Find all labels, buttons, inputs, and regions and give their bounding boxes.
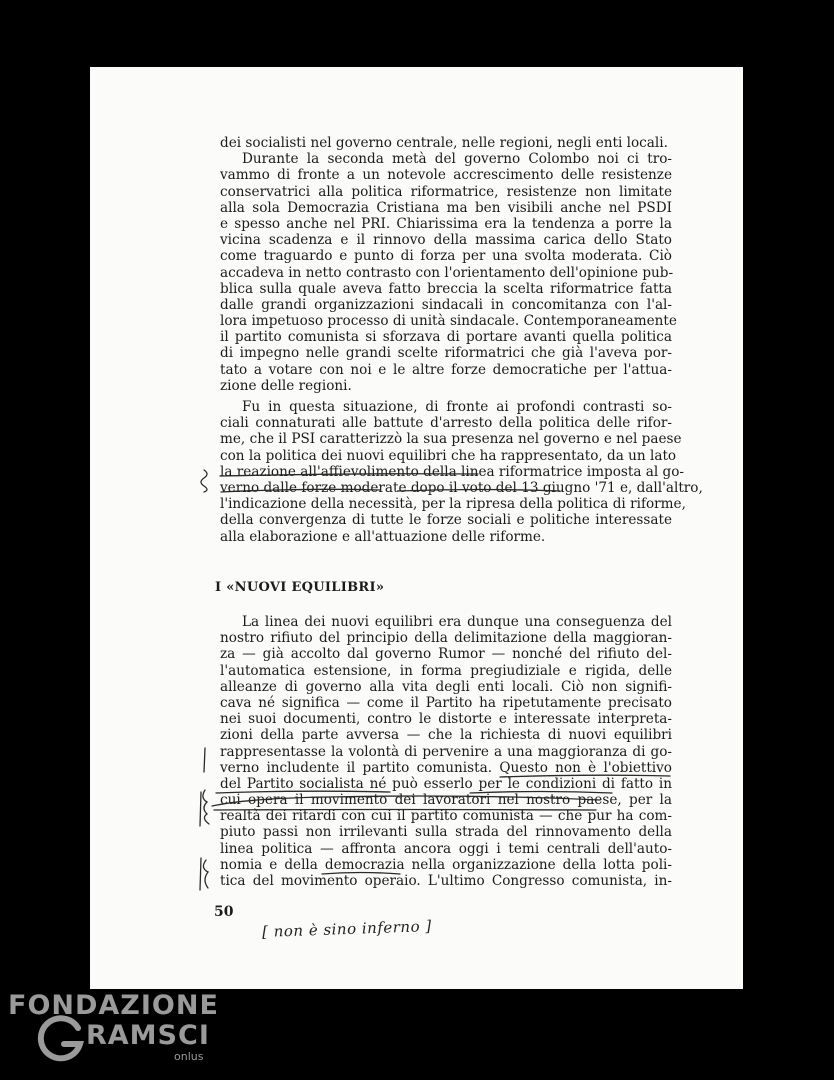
text-line: me, che il PSI caratterizzò la sua presenza nel governo e nel paese — [220, 431, 682, 448]
text-line: l'indicazione della necessità, per la ripresa della politica di riforme, — [220, 496, 686, 513]
text-line: tica del movimento operaio. L'ultimo Congresso comunista, in- — [220, 873, 672, 889]
text-line: alla elaborazione e all'attuazione delle riforme. — [220, 528, 546, 545]
text-line: verno includente il partito comunista. Questo non è l'obiettivo — [220, 759, 672, 776]
text-line: nei suoi documenti, contro le distorte e interessate interpreta- — [220, 711, 672, 728]
text-line: alla sola Democrazia Cristiana ma ben visibili anche nel PSDI — [220, 199, 672, 216]
text-line: verno dalle forze moderate dopo il voto del 13 giugno '71 e, dall'altro, — [220, 479, 703, 496]
text-line: e spesso anche nel PRI. Chiarissima era la tendenza a porre la — [220, 215, 672, 232]
text-line: come traguardo e punto di forza per una svolta moderata. Ciò — [220, 248, 672, 265]
text-line: l'automatica estensione, in forma pregiudiziale e rigida, delle — [220, 662, 672, 679]
text-line: della convergenza di tutte le forze sociali e politiche interessate — [220, 512, 672, 529]
text-line: cava né significa — come il Partito ha ripetutamente precisato — [220, 694, 672, 711]
text-line: il partito comunista si sforzava di portare avanti quella politica — [220, 329, 672, 346]
text-line: nomia e della democrazia nella organizzazione della lotta poli- — [220, 856, 672, 873]
section-heading: I «NUOVI EQUILIBRI» — [215, 580, 385, 595]
text-line: zioni della parte avversa — che la richiesta di nuovi equilibri — [220, 727, 672, 744]
page-number: 50 — [214, 904, 234, 920]
logo-text-line3: onlus — [174, 1050, 204, 1063]
text-line: ciali connaturati alle battute d'arresto della politica delle rifor- — [220, 415, 672, 432]
text-line: zione delle regioni. — [220, 377, 352, 394]
logo-text-line1: FONDAZIONE — [8, 990, 219, 1021]
text-line: vammo di fronte a un notevole accrescimento delle resistenze — [220, 167, 672, 184]
text-line: con la politica dei nuovi equilibri che ha rappresentato, da un lato — [220, 447, 677, 464]
text-line: lora impetuoso processo di unità sindacale. Contemporaneamente — [220, 313, 677, 330]
paragraph-middle — [220, 399, 703, 545]
text-line: Fu in questa situazione, di fronte ai profondi contrasti so- — [242, 399, 672, 415]
logo-g-icon — [34, 1014, 86, 1066]
text-line: di impegno nelle grandi scelte riformatrici che già l'aveva por- — [220, 345, 672, 362]
text-line: La linea dei nuovi equilibri era dunque una conseguenza del — [242, 614, 672, 630]
text-line: vicina scadenza e il rinnovo della massima carica dello Stato — [220, 232, 672, 249]
text-line: alleanze di governo alla vita degli enti locali. Ciò non signifi- — [220, 678, 672, 695]
text-line: rappresentasse la volontà di pervenire a una maggioranza di go- — [220, 743, 672, 760]
logo-text-line2: RAMSCI — [86, 1020, 210, 1051]
text-line: cui opera il movimento dei lavoratori nel nostro paese, per la — [220, 792, 672, 809]
text-line: conservatrici alla politica riformatrice, resistenze non limitate — [220, 183, 672, 200]
text-line: dalle grandi organizzazioni sindacali in concomitanza con l'al- — [220, 296, 672, 313]
fondazione-gramsci-logo — [8, 990, 218, 1075]
text-line: accadeva in netto contrasto con l'orientamento dell'opinione pub- — [220, 264, 674, 281]
text-line: del Partito socialista né può esserlo per le condizioni di fatto in — [220, 775, 672, 792]
text-line: la reazione all'affievolimento della linea riformatrice imposta al go- — [220, 463, 685, 480]
handwritten-note: [ non è sino inferno ] — [261, 917, 432, 941]
text-line: za — già accolto dal governo Rumor — nonché del rifiuto del- — [220, 646, 672, 663]
text-line: realtà dei ritardi con cui il partito comunista — che pur ha com- — [220, 808, 672, 825]
text-line: blica sulla quale aveva fatto breccia la scelta riformatrice fatta — [220, 280, 672, 297]
paragraph-bottom — [220, 614, 672, 889]
text-line: nostro rifiuto del principio della delimitazione della maggioran- — [220, 630, 672, 647]
text-line: piuto passi non irrilevanti sulla strada del rinnovamento della — [220, 824, 672, 841]
text-line: linea politica — affronta ancora oggi i temi centrali dell'auto- — [220, 840, 672, 857]
paragraph-top — [220, 135, 677, 394]
text-line: tato a votare con noi e le altre forze democratiche per l'attua- — [220, 361, 672, 378]
text-line: Durante la seconda metà del governo Colombo noi ci tro- — [242, 151, 672, 168]
text-line: dei socialisti nel governo centrale, nelle regioni, negli enti locali. — [220, 135, 668, 151]
